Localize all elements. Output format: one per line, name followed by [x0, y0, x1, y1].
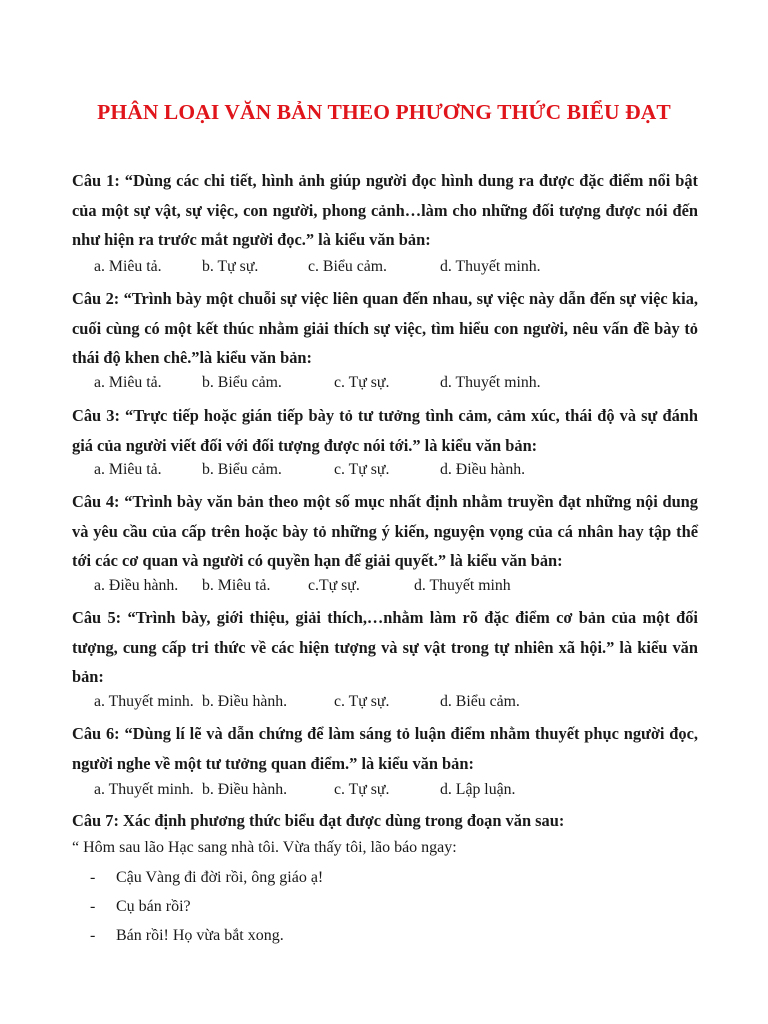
- question-1: Câu 1: “Dùng các chi tiết, hình ảnh giúp người đọc hình dung ra được đặc điểm nổi bật của một sự vật, sự việc, con người, phong cảnh…làm cho những đối tượng được nói đến như hiện ra trước mắt người đọc.” là kiểu văn bản:: [72, 171, 698, 249]
- option-b: b. Miêu tả.: [202, 577, 271, 594]
- dash-marker: -: [90, 927, 96, 944]
- option-a: a. Miêu tả.: [94, 258, 162, 275]
- question-6-options: [94, 781, 714, 803]
- option-c: c. Tự sự.: [334, 781, 390, 798]
- option-a: a. Miêu tả.: [94, 461, 162, 478]
- option-d: d. Lập luận.: [440, 781, 516, 798]
- option-b: b. Điều hành.: [202, 693, 288, 710]
- option-b: b. Biểu cảm.: [202, 461, 282, 478]
- dialogue-line: [90, 898, 191, 916]
- page-title: PHÂN LOẠI VĂN BẢN THEO PHƯƠNG THỨC BIỂU ĐẠT: [97, 100, 671, 124]
- question-3: Câu 3: “Trực tiếp hoặc gián tiếp bày tỏ tư tưởng tình cảm, cảm xúc, thái độ và sự đánh giá của người viết đối với đối tượng được nói tới.” là kiểu văn bản:: [72, 406, 698, 455]
- option-c: c. Tự sự.: [334, 693, 390, 710]
- option-c: c. Biểu cảm.: [308, 258, 387, 275]
- option-d: d. Thuyết minh.: [440, 374, 541, 391]
- question-7: Câu 7: Xác định phương thức biểu đạt được dùng trong đoạn văn sau:: [72, 811, 565, 830]
- dialogue-text: Cậu Vàng đi đời rồi, ông giáo ạ!: [116, 869, 324, 886]
- dialogue-line: [90, 927, 284, 945]
- question-4-options: [94, 577, 714, 599]
- question-3-options: [94, 461, 714, 483]
- option-a: a. Điều hành.: [94, 577, 179, 594]
- dash-marker: -: [90, 869, 96, 886]
- dialogue-text: Cụ bán rồi?: [116, 898, 191, 915]
- dash-marker: -: [90, 898, 96, 915]
- question-1-options: [94, 258, 714, 280]
- option-b: b. Biểu cảm.: [202, 374, 282, 391]
- question-6: Câu 6: “Dùng lí lẽ và dẫn chứng để làm sáng tỏ luận điểm nhằm thuyết phục người đọc, người nghe về một tư tưởng quan điểm.” là kiểu văn bản:: [72, 724, 698, 773]
- option-d: d. Biểu cảm.: [440, 693, 520, 710]
- option-a: a. Miêu tả.: [94, 374, 162, 391]
- question-2-options: [94, 374, 714, 396]
- option-a: a. Thuyết minh.: [94, 693, 194, 710]
- option-d: d. Điều hành.: [440, 461, 526, 478]
- passage-intro: “ Hôm sau lão Hạc sang nhà tôi. Vừa thấy tôi, lão báo ngay:: [72, 839, 457, 856]
- dialogue-line: [90, 869, 323, 887]
- option-c: c.Tự sự.: [308, 577, 360, 594]
- question-5: Câu 5: “Trình bày, giới thiệu, giải thích,…nhằm làm rõ đặc điểm cơ bản của một đối tượng, cung cấp tri thức về các hiện tượng và sự vật trong tự nhiên xã hội.” là kiểu văn bản:: [72, 608, 698, 686]
- option-c: c. Tự sự.: [334, 374, 390, 391]
- question-4: Câu 4: “Trình bày văn bản theo một số mục nhất định nhằm truyền đạt những nội dung và yêu cầu của cấp trên hoặc bày tỏ những ý kiến, nguyện vọng của cá nhân hay tập thể tới các cơ quan và người có quyền hạn để giải quyết.” là kiểu văn bản:: [72, 492, 698, 570]
- question-5-options: [94, 693, 714, 715]
- dialogue-text: Bán rồi! Họ vừa bắt xong.: [116, 927, 284, 944]
- option-b: b. Điều hành.: [202, 781, 288, 798]
- option-b: b. Tự sự.: [202, 258, 259, 275]
- option-c: c. Tự sự.: [334, 461, 390, 478]
- option-d: d. Thuyết minh: [414, 577, 511, 594]
- option-a: a. Thuyết minh.: [94, 781, 194, 798]
- option-d: d. Thuyết minh.: [440, 258, 541, 275]
- question-2: Câu 2: “Trình bày một chuỗi sự việc liên quan đến nhau, sự việc này dẫn đến sự việc kia, cuối cùng có một kết thúc nhằm giải thích sự việc, tìm hiểu con người, nêu vấn đề bày tỏ thái độ khen chê.”là kiểu văn bản:: [72, 289, 698, 367]
